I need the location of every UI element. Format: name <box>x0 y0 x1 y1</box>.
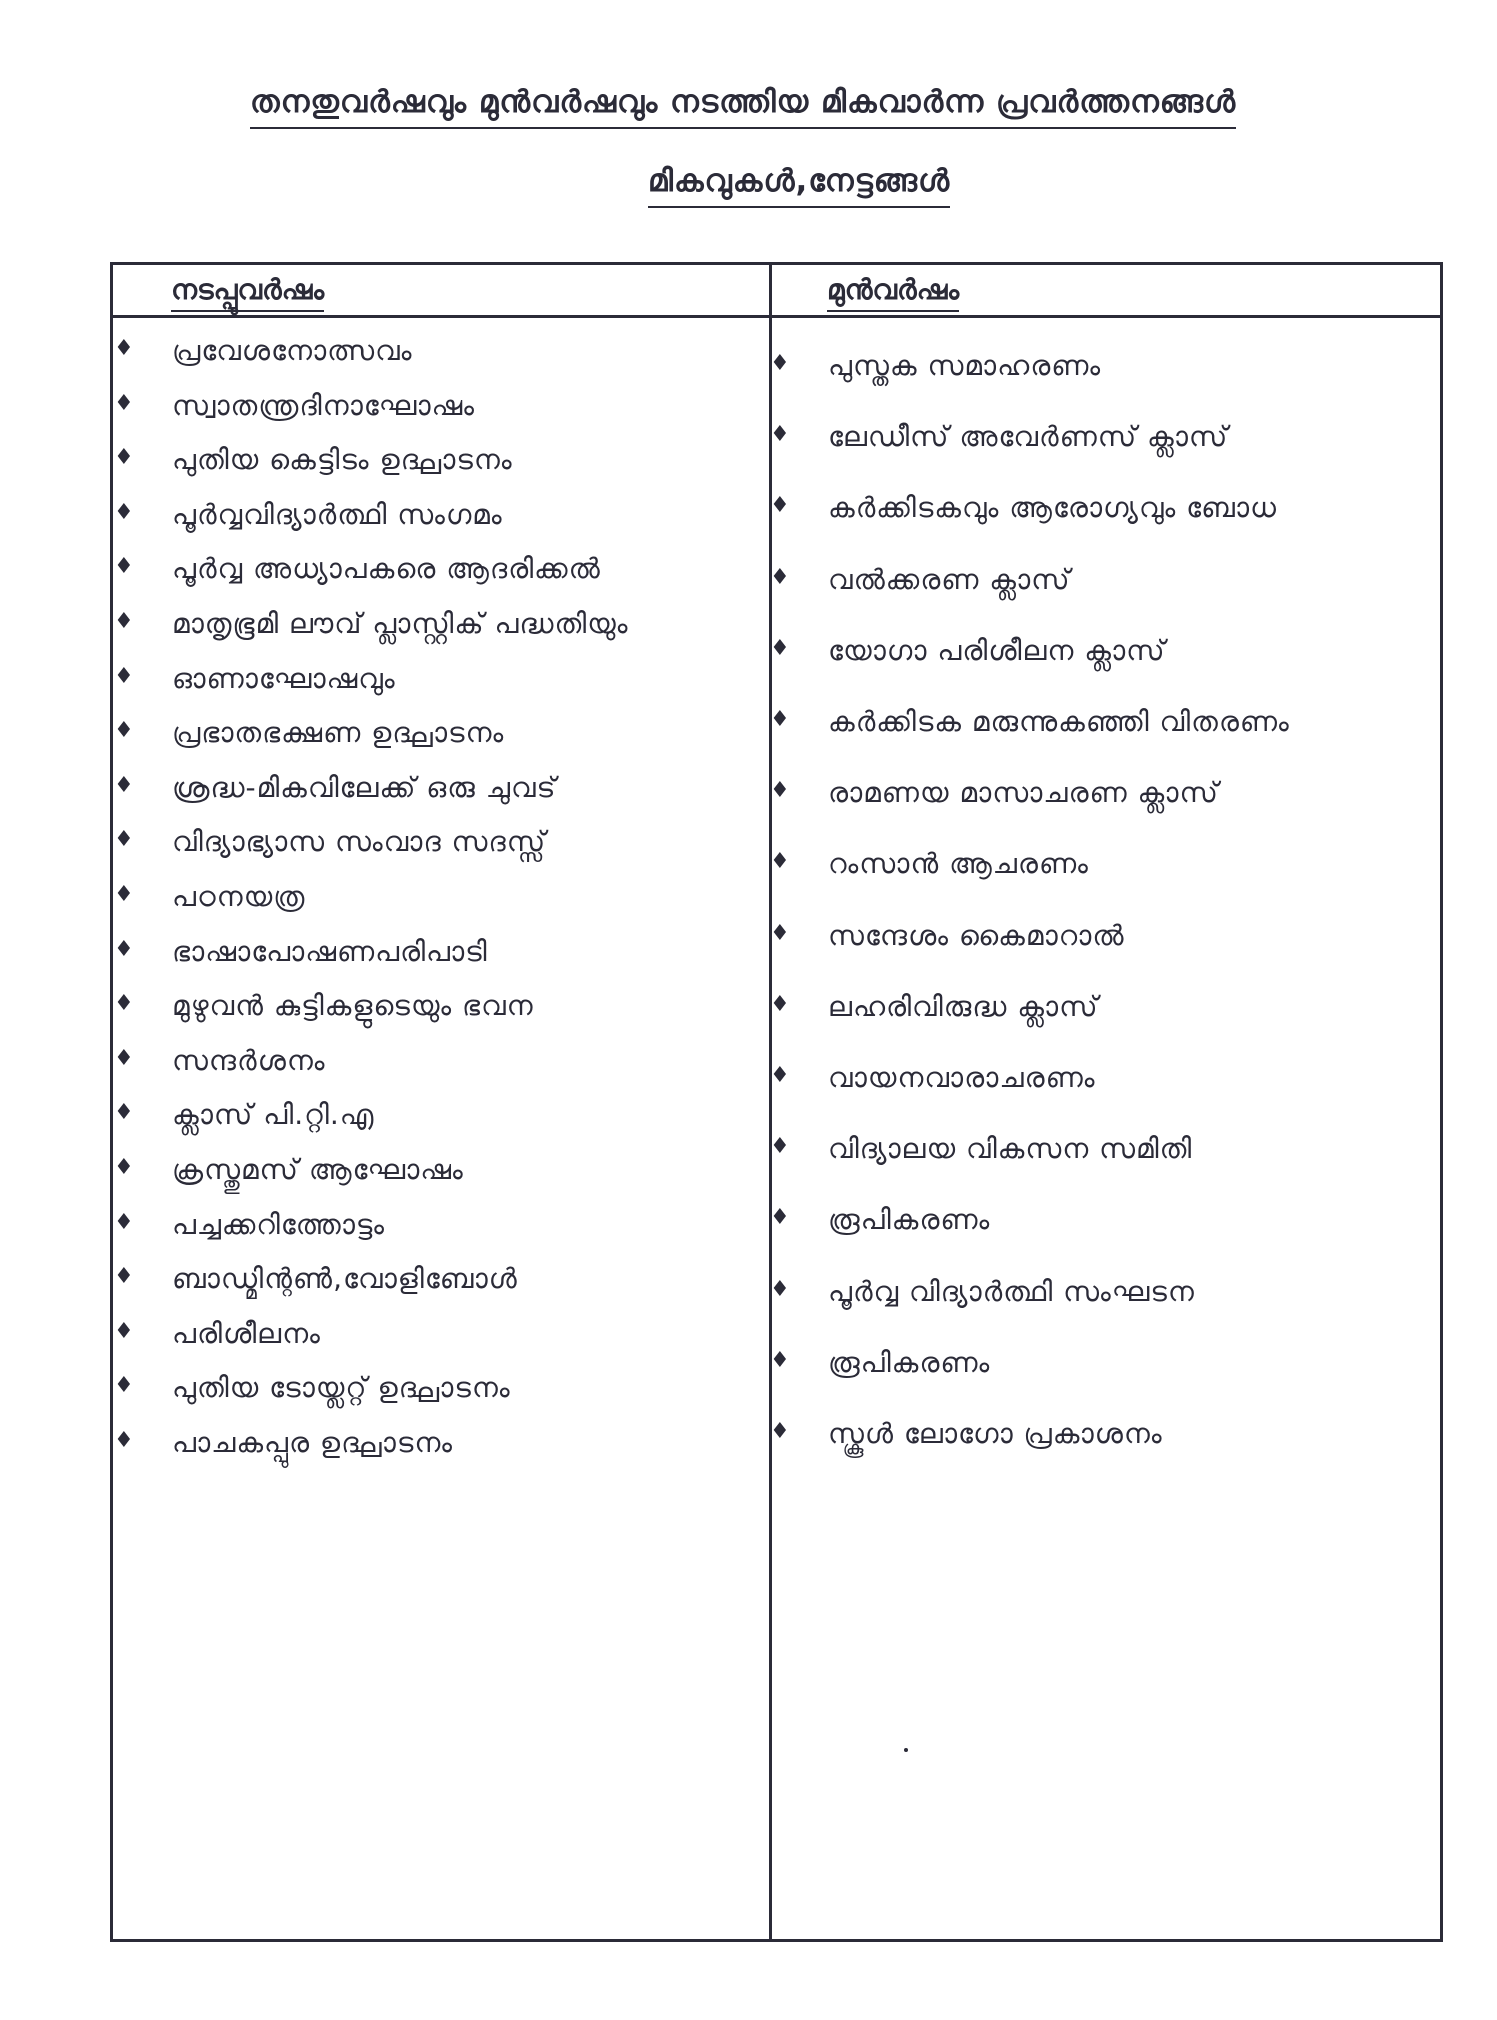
diamond-bullet-icon: ♦ <box>770 493 790 519</box>
list-item-label: പൂർവ്വ അധ്യാപകരെ ആദരിക്കൽ <box>172 552 601 586</box>
diamond-bullet-icon: ♦ <box>770 778 790 804</box>
diamond-bullet-icon: ♦ <box>770 564 790 590</box>
list-item-label: സന്ദേശം കൈമാറാൽ <box>828 918 1125 952</box>
list-item-label: ബാഡ്മിന്റൺ,വോളിബോൾ <box>172 1262 518 1296</box>
current-year-header: നടപ്പുവർഷം <box>171 273 324 312</box>
list-item-label: റംസാൻ ആചരണം <box>828 847 1089 881</box>
list-item-label: വിദ്യാഭ്യാസ സംവാദ സദസ്സ് <box>172 825 547 859</box>
diamond-bullet-icon: ♦ <box>114 882 134 907</box>
scan-speck <box>904 1748 908 1752</box>
list-item-label: ശ്രദ്ധ-മികവിലേക്ക് ഒരു ചുവട് <box>172 770 557 804</box>
list-item-label: ഭാഷാപോഷണപരിപാടി <box>172 934 488 968</box>
diamond-bullet-icon: ♦ <box>114 1318 134 1344</box>
list-item-label: യോഗാ പരിശീലന ക്ലാസ് <box>828 633 1166 667</box>
list-item-label: പരിശീലനം <box>172 1316 321 1350</box>
list-item-label: മാതൃഭൂമി ലൗവ് പ്ലാസ്റ്റിക് പദ്ധതിയും <box>172 607 629 640</box>
list-item-label: സ്വാതന്ത്രദിനാഘോഷം <box>172 388 475 422</box>
diamond-bullet-icon: ♦ <box>770 351 790 376</box>
diamond-bullet-icon: ♦ <box>114 1428 134 1453</box>
diamond-bullet-icon: ♦ <box>770 1205 790 1231</box>
diamond-bullet-icon: ♦ <box>114 445 134 471</box>
header-divider <box>113 315 1440 318</box>
diamond-bullet-icon: ♦ <box>114 1373 134 1399</box>
diamond-bullet-icon: ♦ <box>770 707 790 732</box>
diamond-bullet-icon: ♦ <box>770 635 790 661</box>
diamond-bullet-icon: ♦ <box>770 849 790 875</box>
list-item-label: പുതിയ കെട്ടിടം ഉദ്ഘാടനം <box>172 443 513 477</box>
list-item-label: പ്രവേശനോത്സവം <box>172 334 413 367</box>
diamond-bullet-icon: ♦ <box>114 390 134 416</box>
list-item-label: പുസ്തക സമാഹരണം <box>828 349 1102 382</box>
list-item-label: പാചകപ്പുര ഉദ്ഘാടനം <box>172 1426 454 1459</box>
diamond-bullet-icon: ♦ <box>770 1347 790 1373</box>
diamond-bullet-icon: ♦ <box>114 936 134 962</box>
diamond-bullet-icon: ♦ <box>114 1209 134 1235</box>
diamond-bullet-icon: ♦ <box>770 1276 790 1302</box>
list-item-label: രൂപികരണം <box>828 1345 991 1379</box>
diamond-bullet-icon: ♦ <box>770 1063 790 1088</box>
list-item-label: ക്ലാസ് പി.റ്റി.എ <box>172 1098 375 1132</box>
diamond-bullet-icon: ♦ <box>114 827 134 853</box>
diamond-bullet-icon: ♦ <box>770 1134 790 1160</box>
list-item-label: കർക്കിടകവും ആരോഗ്യവും ബോധ <box>828 491 1277 525</box>
diamond-bullet-icon: ♦ <box>114 609 134 634</box>
diamond-bullet-icon: ♦ <box>114 991 134 1017</box>
diamond-bullet-icon: ♦ <box>114 718 134 744</box>
list-item-label: രാമണയ മാസാചരണ ക്ലാസ് <box>828 776 1219 810</box>
diamond-bullet-icon: ♦ <box>114 663 134 689</box>
diamond-bullet-icon: ♦ <box>114 336 134 361</box>
list-item-label: രൂപികരണം <box>828 1203 991 1237</box>
list-item-label: പൂർവ്വ വിദ്യാർത്ഥി സംഘടന <box>828 1274 1195 1308</box>
diamond-bullet-icon: ♦ <box>114 1264 134 1290</box>
list-item-label: സ്കൂൾ ലോഗോ പ്രകാശനം <box>828 1417 1163 1450</box>
diamond-bullet-icon: ♦ <box>114 1155 134 1180</box>
list-item-label: വായനവാരാചരണം <box>828 1061 1096 1094</box>
list-item-label: ലഹരിവിരുദ്ധ ക്ലാസ് <box>828 989 1099 1023</box>
diamond-bullet-icon: ♦ <box>114 554 134 580</box>
diamond-bullet-icon: ♦ <box>770 991 790 1017</box>
page-title: തനതുവർഷവും മുൻവർഷവും നടത്തിയ മികവാർന്ന പ്രവർത്തനങ്ങൾ <box>250 84 1236 129</box>
list-item-label: വൽക്കരണ ക്ലാസ് <box>828 562 1071 596</box>
diamond-bullet-icon: ♦ <box>114 1100 134 1126</box>
list-item-label: കർക്കിടക മരുന്നുകഞ്ഞി വിതരണം <box>828 705 1290 738</box>
previous-year-header: മുൻവർഷം <box>827 273 959 312</box>
list-item-label: പച്ചക്കറിത്തോട്ടം <box>172 1207 386 1241</box>
diamond-bullet-icon: ♦ <box>770 1419 790 1444</box>
list-item-label: സന്ദർശനം <box>172 1043 326 1077</box>
diamond-bullet-icon: ♦ <box>770 422 790 448</box>
page-subtitle: മികവുകൾ,നേട്ടങ്ങൾ <box>648 163 950 208</box>
diamond-bullet-icon: ♦ <box>114 499 134 525</box>
list-item-label: ക്രസ്തുമസ് ആഘോഷം <box>172 1153 464 1186</box>
list-item-label: പൂർവ്വവിദ്യാർത്ഥി സംഗമം <box>172 497 503 531</box>
list-item-label: ഓണാഘോഷവും <box>172 661 396 695</box>
diamond-bullet-icon: ♦ <box>770 920 790 946</box>
list-item-label: മുഴുവൻ കുട്ടികളുടെയും ഭവന <box>172 989 534 1023</box>
list-item-label: പുതിയ ടോയ്ലറ്റ് ഉദ്ഘാടനം <box>172 1371 511 1405</box>
list-item-label: പ്രഭാതഭക്ഷണ ഉദ്ഘാടനം <box>172 716 505 750</box>
diamond-bullet-icon: ♦ <box>114 772 134 798</box>
list-item-label: ലേഡീസ് അവേർണസ് ക്ലാസ് <box>828 420 1229 454</box>
diamond-bullet-icon: ♦ <box>114 1045 134 1071</box>
list-item-label: പഠനയത്ര <box>172 880 306 913</box>
list-item-label: വിദ്യാലയ വികസന സമിതി <box>828 1132 1193 1166</box>
